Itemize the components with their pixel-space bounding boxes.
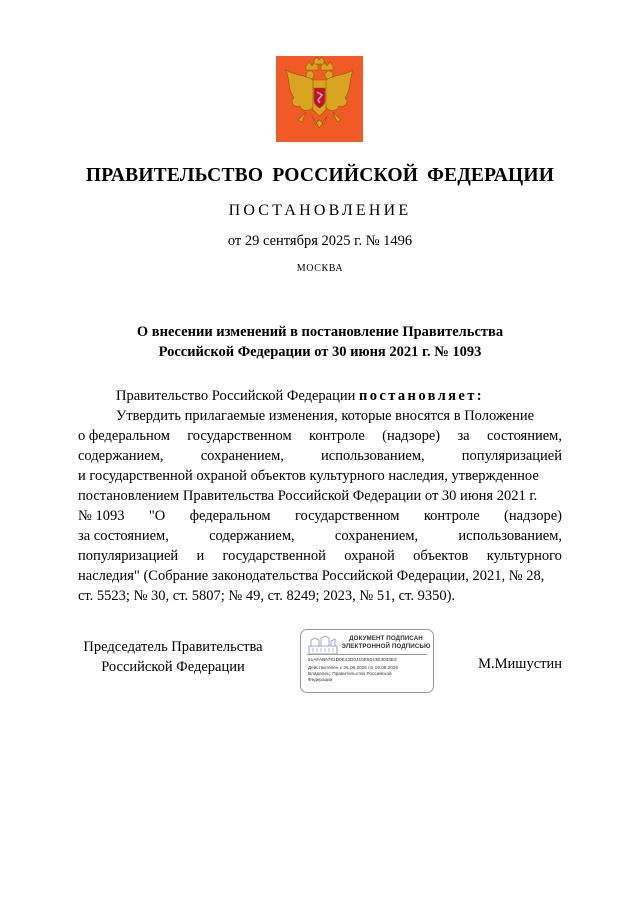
body-word: объектов [413,548,469,564]
e-signature-stamp [300,629,434,693]
body-word: государственном [187,428,292,444]
body-word: культурного [486,548,562,564]
body-line [78,506,562,526]
body-word: государственном [294,508,400,524]
decree-date-number: от 29 сентября 2025 г. № 1496 [227,233,413,249]
body-line [78,446,562,466]
body-word: сохранением, [334,528,419,544]
body-line [78,486,562,506]
stamp-heading-line: ДОКУМЕНТ ПОДПИСАН [349,635,423,642]
body-word: содержанием, [209,528,295,544]
body-word: о федеральном [78,428,170,444]
body-word: использованием, [458,528,562,544]
body-word: "О [148,508,166,524]
body-word: использованием, [321,448,425,464]
stamp-heading [341,635,431,650]
body-word: содержанием, [78,448,164,464]
decree-subject [0,322,640,362]
body-word: и [196,548,205,564]
preamble-verb: постановляет: [358,388,485,404]
signatory-name: М.Мишустин [478,656,562,672]
stamp-heading-line: ЭЛЕКТРОННОЙ ПОДПИСЬЮ [341,642,431,650]
body-word: постановлением Правительства Российской Федерации от 30 июня 2021 г. [78,488,538,504]
body-word: популяризацией [461,448,562,464]
body-word: и государственной охраной объектов культурного наследия, утвержденное [78,468,539,484]
stamp-divider [307,654,427,655]
body-word: наследия" (Собрание законодательства Российской Федерации, 2021, № 28, [78,568,545,584]
body-word: (надзоре) [503,508,562,524]
body-word: состоянием, [486,428,562,444]
body-word: ст. 5523; № 30, ст. 5807; № 49, ст. 8249; 2023, № 51, ст. 9350). [78,588,456,604]
city: МОСКВА [296,263,344,274]
body-word: популяризацией [78,548,179,564]
body-word: федеральном [189,508,271,524]
body-word: охраной [344,548,395,564]
subject-line: Российской Федерации от 30 июня 2021 г. № 1093 [158,344,482,360]
stamp-owner: Федерации [308,677,333,682]
government-title: ПРАВИТЕЛЬСТВО РОССИЙСКОЙ ФЕДЕРАЦИИ [85,165,555,186]
coat-of-arms-icon [276,56,363,142]
stamp-validity: Действителен с 26.06.2025 по 19.09.2026 [308,665,399,670]
subject-line: О внесении изменений в постановление Правительства [136,324,504,340]
emblem-icon [307,636,341,656]
body-line [78,466,562,486]
signatory-title-line: Председатель Правительства [83,639,263,655]
body-word: контроле [309,428,365,444]
decree-body [78,386,562,606]
body-paragraph [78,406,562,606]
body-word: № 1093 [78,508,125,524]
body-line [78,546,562,566]
body-line [78,406,562,426]
body-line [78,526,562,546]
body-word: за [457,428,470,444]
body-word: сохранением, [200,448,284,464]
body-line [78,586,562,606]
stamp-certificate: 51AFAB6781D0E42D0410E5043E3033E3 [308,657,397,662]
body-word: Утвердить прилагаемые изменения, которые вносятся в Положение [116,408,535,424]
preamble-lead: Правительство Российской Федерации [116,388,356,404]
stamp-owner: Владелец: Правительство Российской [308,671,392,676]
signatory-title-line: Российской Федерации [101,659,245,675]
document-type: ПОСТАНОВЛЕНИЕ [228,202,412,219]
preamble [78,386,562,406]
body-line [78,566,562,586]
body-word: контроле [423,508,480,524]
signatory-title [78,637,268,677]
body-word: за состоянием, [78,528,169,544]
body-line [78,426,562,446]
body-word: государственной [222,548,326,564]
body-word: (надзоре) [382,428,441,444]
